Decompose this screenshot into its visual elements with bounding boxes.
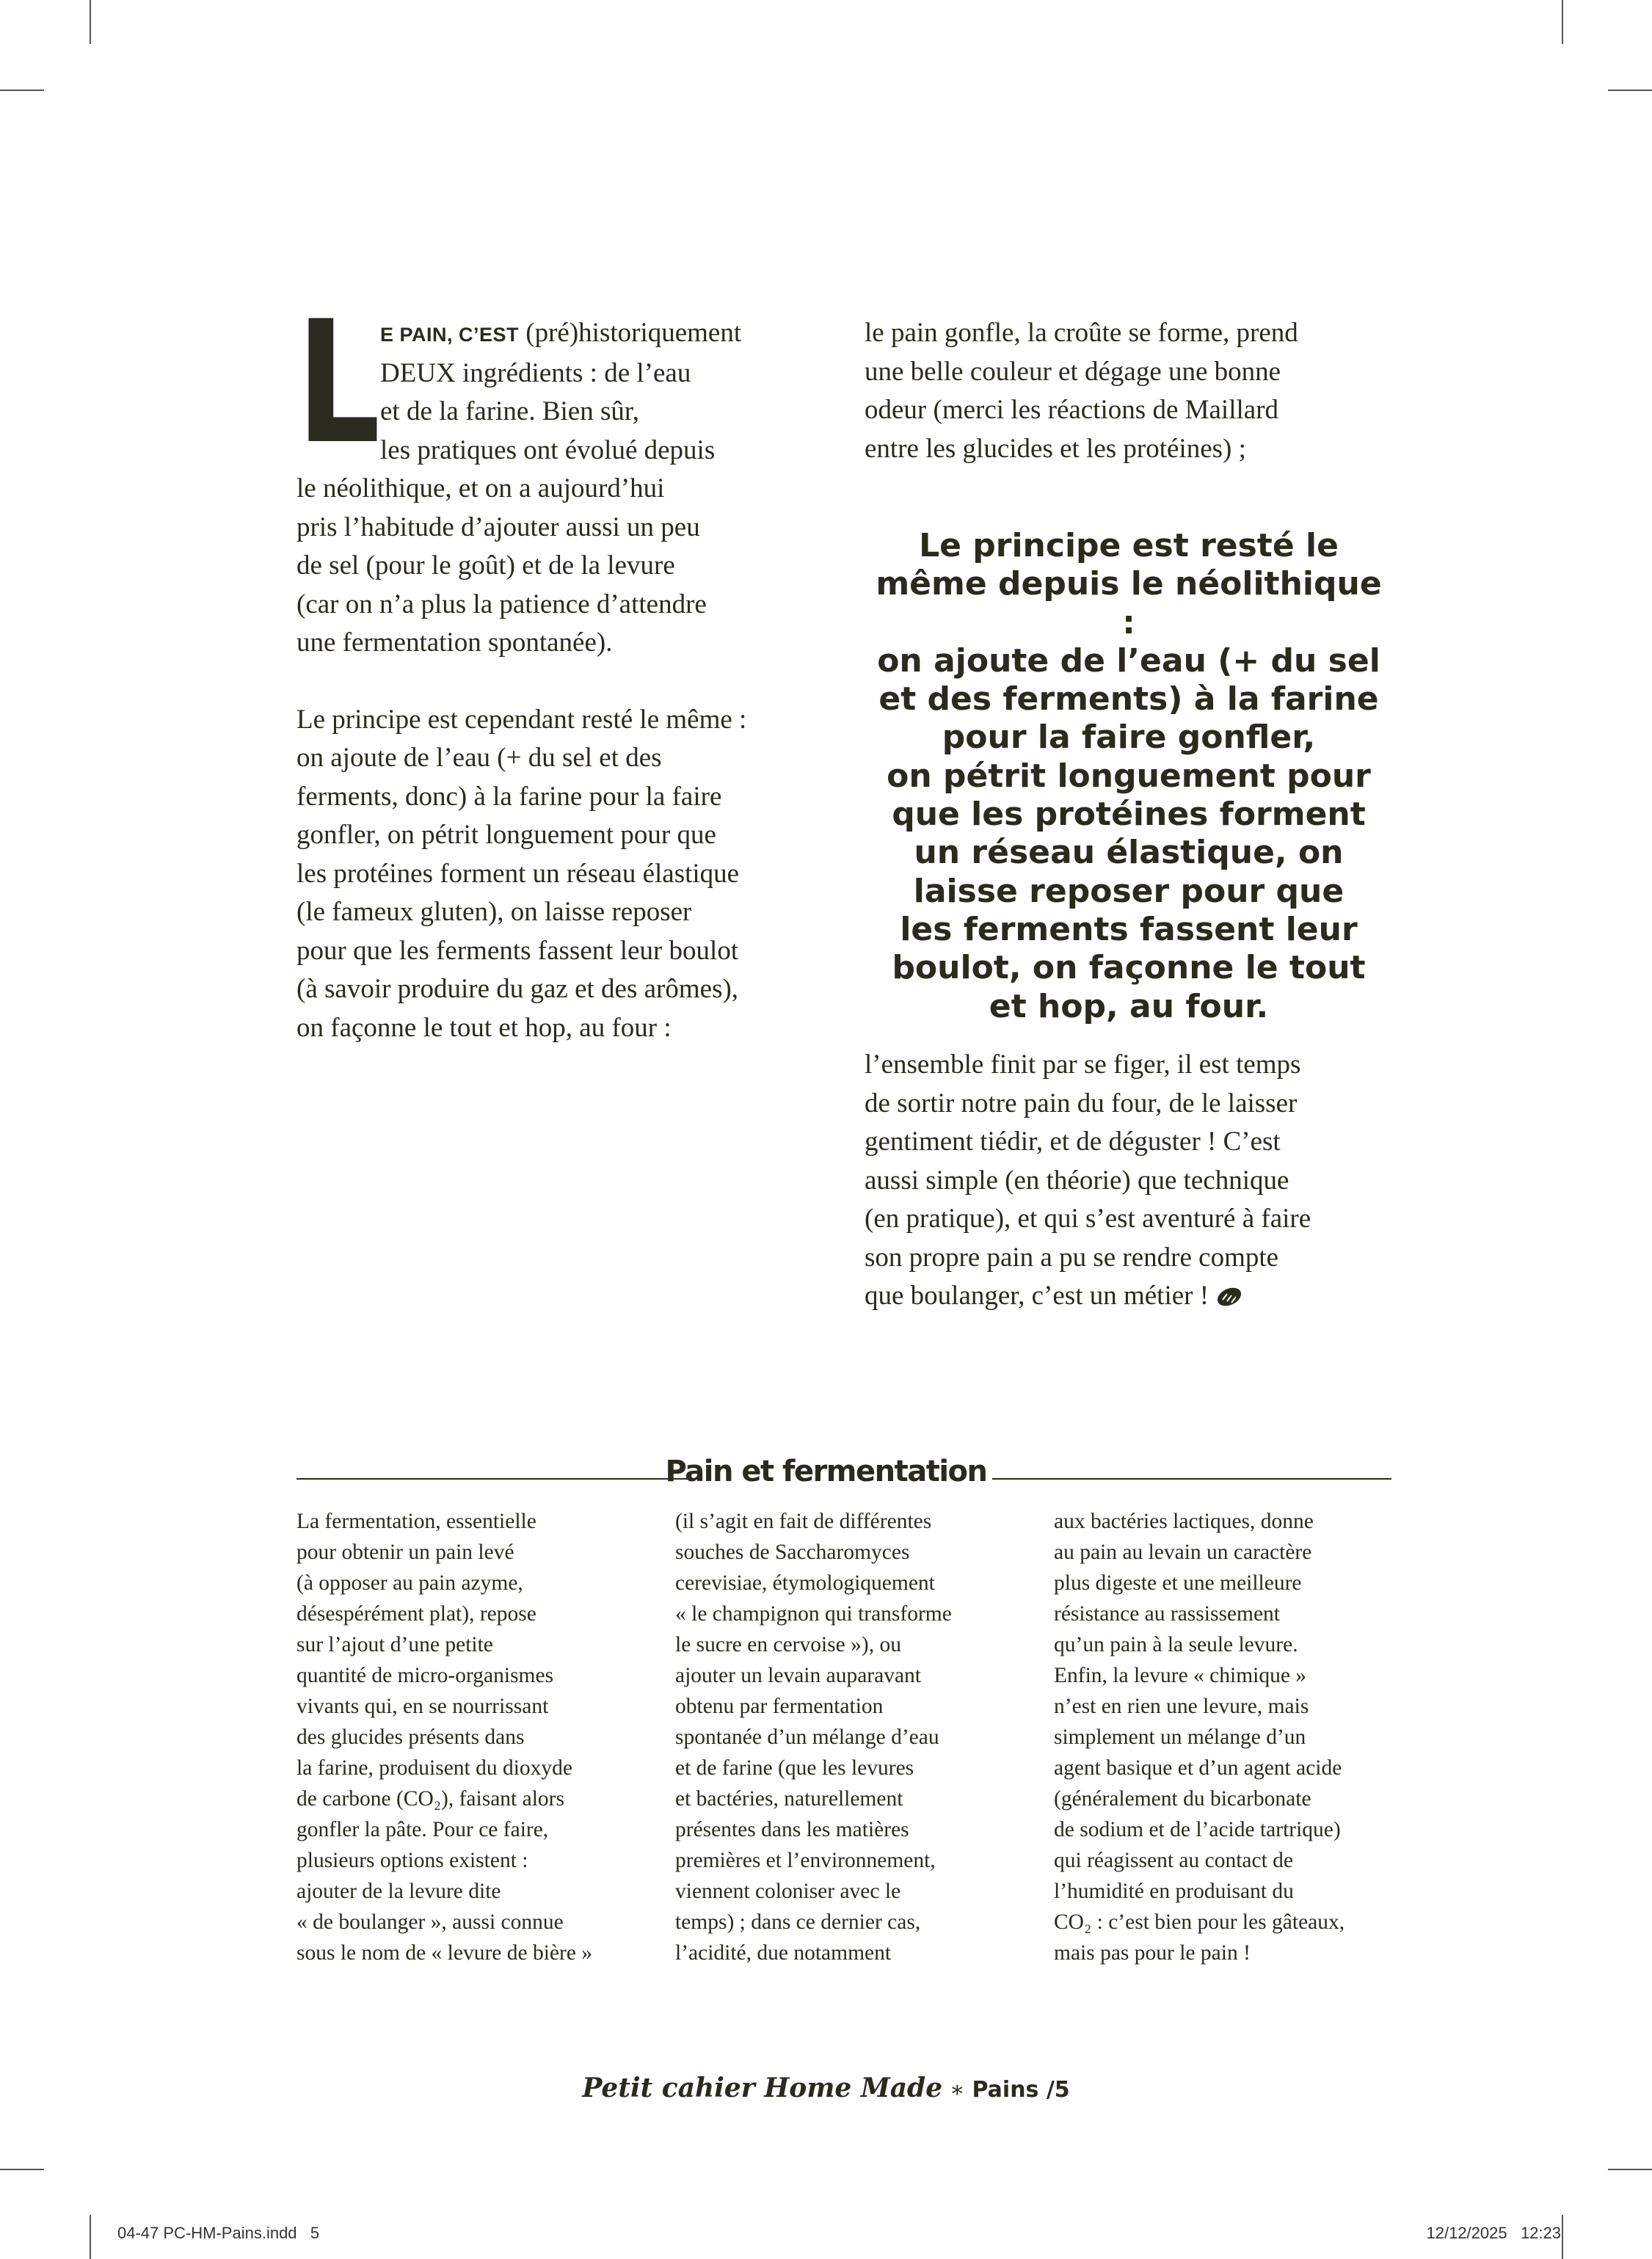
box-line: « de boulanger », aussi connue (296, 1910, 564, 1934)
box-line: ajouter un levain auparavant (675, 1664, 922, 1687)
box-line: cerevisiae, étymologiquement (675, 1571, 935, 1595)
body-line: l’ensemble finit par se figer, il est temps (865, 1050, 1301, 1080)
body-line: on façonne le tout et hop, au four : (296, 1012, 672, 1043)
box-line: Enfin, la levure « chimique » (1054, 1664, 1307, 1687)
footer-brand: Petit cahier Home Made (582, 2073, 943, 2103)
lead-small-caps: E PAIN, C’EST (380, 324, 520, 346)
body-line: son propre pain a pu se rendre compte (865, 1242, 1279, 1273)
body-line: de sortir notre pain du four, de le laisser (865, 1088, 1298, 1118)
pull-quote-line: que les protéines forment (892, 796, 1366, 834)
box-line: quantité de micro-organismes (296, 1664, 554, 1687)
box-line: au pain au levain un caractère (1054, 1540, 1312, 1564)
pull-quote-line: laisse reposer pour que (913, 872, 1344, 910)
box-line: vivants qui, en se nourrissant (296, 1695, 549, 1718)
crop-mark (1608, 90, 1652, 91)
box-line: l’acidité, due notamment (675, 1941, 892, 1965)
box-column-3 (1054, 1506, 1399, 1968)
box-line: et de farine (que les levures (675, 1756, 914, 1780)
box-line: sur l’ajout d’une petite (296, 1633, 493, 1656)
box-line: aux bactéries lactiques, donne (1054, 1510, 1314, 1533)
box-line: agent basique et d’un agent acide (1054, 1756, 1342, 1780)
box-line: de sodium et de l’acide tartrique) (1054, 1818, 1341, 1841)
body-line-last: que boulanger, c’est un métier ! (865, 1277, 1393, 1316)
box-line: mais pas pour le pain ! (1054, 1941, 1251, 1965)
slug-timestamp: 12/12/2025 12:23 (1426, 2224, 1561, 2242)
box-line: présentes dans les matières (675, 1818, 909, 1841)
body-line: on ajoute de l’eau (+ du sel et des (296, 743, 662, 773)
crop-mark (1562, 0, 1563, 44)
intro-column (296, 285, 825, 1047)
body-line: les protéines forment un réseau élastique (296, 858, 740, 889)
body-line: entre les glucides et les protéines) ; (865, 433, 1246, 464)
pull-quote-line: pour la faire gonfler, (942, 719, 1316, 757)
pull-quote-line: boulot, on façonne le tout (892, 949, 1366, 987)
pull-quote-line: on pétrit longuement pour (887, 757, 1371, 795)
box-line: (généralement du bicarbonate (1054, 1787, 1311, 1811)
body-line: (le fameux gluten), on laisse reposer (296, 897, 692, 927)
body-line: odeur (merci les réactions de Maillard (865, 395, 1279, 425)
box-line: l’humidité en produisant du (1054, 1880, 1294, 1903)
intro-line: de sel (pour le goût) et de la levure (296, 550, 675, 581)
box-line: désespérément plat), repose (296, 1602, 536, 1626)
slug-filename: 04-47 PC-HM-Pains.indd 5 (117, 2224, 320, 2242)
body-line: le pain gonfle, la croûte se forme, prend (865, 318, 1298, 348)
box-title: Pain et fermentation (665, 1455, 987, 1488)
box-line: et bactéries, naturellement (675, 1787, 903, 1811)
intro-line: pris l’habitude d’ajouter aussi un peu (296, 512, 700, 542)
body-line: Le principe est cependant resté le même : (296, 704, 747, 735)
intro-line: (car on n’a plus la patience d’attendre (296, 589, 707, 619)
intro-line: DEUX ingrédients : de l’eau (380, 357, 691, 388)
box-line: CO₂ : c’est bien pour les gâteaux, (1054, 1910, 1345, 1934)
pull-quote-line: et hop, au four. (989, 987, 1269, 1025)
footer-section-page: Pains /5 (972, 2077, 1070, 2103)
bread-loaf-icon (1215, 1285, 1243, 1307)
box-line: premières et l’environnement, (675, 1849, 936, 1872)
pull-quote-line: et des ferments) à la farine (878, 680, 1379, 719)
box-column-1 (296, 1506, 641, 1968)
box-line: des glucides présents dans (296, 1725, 525, 1749)
body-line: (en pratique), et qui s’est aventuré à faire (865, 1204, 1311, 1234)
drop-cap-letter: L (296, 285, 376, 481)
intro-line: une fermentation spontanée). (296, 628, 613, 658)
crop-mark (0, 90, 44, 91)
body-line: gonfler, on pétrit longuement pour que (296, 820, 716, 850)
box-line: n’est en rien une levure, mais (1054, 1695, 1309, 1718)
box-line: (à opposer au pain azyme, (296, 1571, 523, 1595)
box-line: de carbone (CO₂), faisant alors (296, 1787, 564, 1811)
box-line: gonfler la pâte. Pour ce faire, (296, 1818, 549, 1841)
box-line: La fermentation, essentielle (296, 1510, 536, 1533)
box-line: (il s’agit en fait de différentes (675, 1510, 932, 1533)
box-line: le sucre en cervoise »), ou (675, 1633, 901, 1656)
box-line: simplement un mélange d’un (1054, 1725, 1306, 1749)
body-line: (à savoir produire du gaz et des arômes), (296, 974, 739, 1004)
intro-line: le néolithique, et on a aujourd’hui (296, 473, 665, 503)
box-line: qu’un pain à la seule levure. (1054, 1633, 1298, 1656)
box-line: pour obtenir un pain levé (296, 1540, 514, 1564)
body-line: gentiment tiédir, et de déguster ! C’est (865, 1127, 1281, 1157)
box-line: spontanée d’un mélange d’eau (675, 1725, 939, 1749)
continuation-column (865, 314, 1393, 468)
body-line: aussi simple (en théorie) que technique (865, 1165, 1289, 1196)
box-column-2 (675, 1506, 1020, 1968)
pull-quote-line: un réseau élastique, on (914, 834, 1344, 872)
intro-line: et de la farine. Bien sûr, (380, 396, 639, 426)
footer-separator: ∗ (950, 2078, 965, 2102)
box-line: « le champignon qui transforme (675, 1602, 952, 1626)
pull-quote-line: Le principe est resté le (919, 527, 1339, 564)
box-line: plusieurs options existent : (296, 1849, 528, 1872)
pull-quote (865, 527, 1393, 1026)
pull-quote-line: on ajoute de l’eau (+ du sel (877, 641, 1380, 680)
body-line: pour que les ferments fassent leur boulot (296, 935, 739, 966)
box-line: obtenu par fermentation (675, 1695, 884, 1718)
intro-first-line: E PAIN, C’EST (pré)historiquement (380, 318, 742, 348)
body-line: une belle couleur et dégage une bonne (865, 356, 1281, 387)
pull-quote-line: les ferments fassent leur (900, 910, 1358, 948)
crop-mark (90, 0, 91, 44)
pull-quote-line: même depuis le néolithique : (876, 565, 1382, 641)
box-line: qui réagissent au contact de (1054, 1849, 1294, 1872)
page-footer (0, 2073, 1652, 2103)
box-line: ajouter de la levure dite (296, 1880, 501, 1903)
box-line: résistance au rassissement (1054, 1602, 1281, 1626)
box-line: plus digeste et une meilleure (1054, 1571, 1302, 1595)
box-line: viennent coloniser avec le (675, 1880, 901, 1903)
intro-line: les pratiques ont évolué depuis (380, 434, 716, 465)
box-line: souches de Saccharomyces (675, 1540, 910, 1564)
box-line: la farine, produisent du dioxyde (296, 1756, 573, 1780)
crop-mark (90, 2215, 91, 2259)
crop-mark (1608, 2169, 1652, 2170)
box-line: sous le nom de « levure de bière » (296, 1941, 593, 1965)
crop-mark (0, 2169, 44, 2170)
crop-mark (1562, 2215, 1563, 2259)
box-line: temps) ; dans ce dernier cas, (675, 1910, 921, 1934)
conclusion-column (865, 1046, 1393, 1316)
body-line: ferments, donc) à la farine pour la faire (296, 781, 722, 812)
